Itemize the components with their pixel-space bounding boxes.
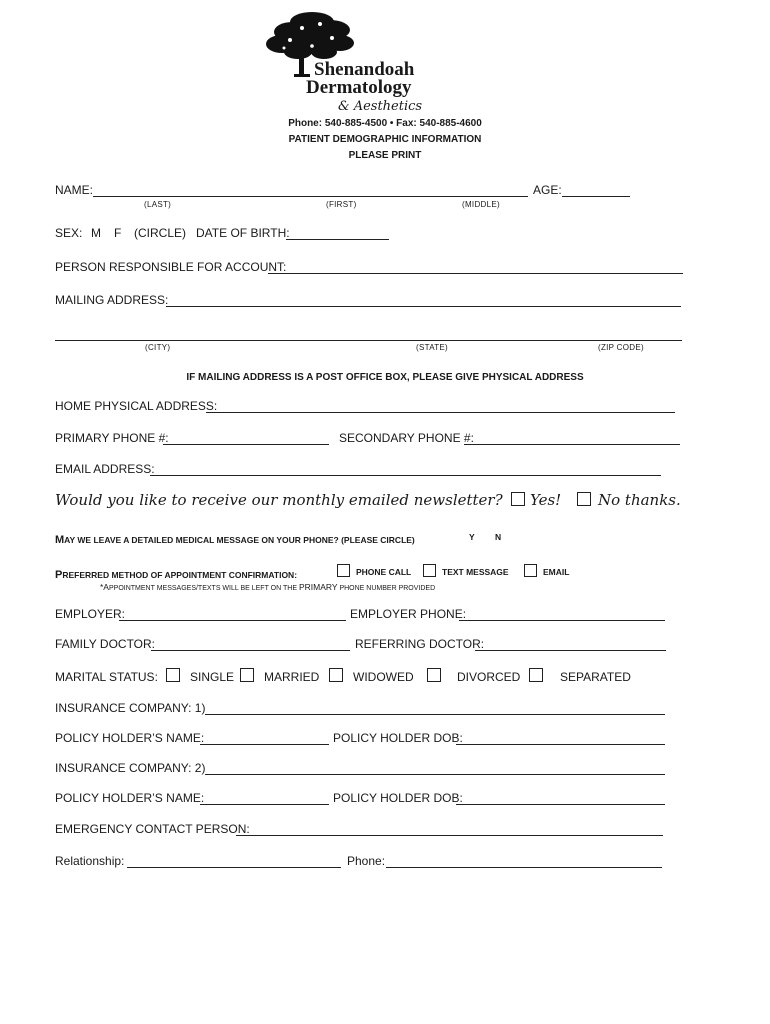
state-sub: (STATE) xyxy=(416,343,449,352)
home-physical-field[interactable] xyxy=(206,412,675,413)
marital-label: MARITAL STATUS: xyxy=(55,670,158,684)
primary-phone-field[interactable] xyxy=(163,444,329,445)
policy1-dob-label: POLICY HOLDER DOB: xyxy=(333,731,463,745)
medical-message-text: AY WE LEAVE A DETAILED MEDICAL MESSAGE ON YOUR PHONE? (PLEASE CIRCLE) xyxy=(64,535,415,545)
home-physical-label: HOME PHYSICAL ADDRESS: xyxy=(55,399,218,413)
referring-doctor-field[interactable] xyxy=(475,650,666,651)
policy1-dob-field[interactable] xyxy=(456,744,665,745)
confirmation-initial: P xyxy=(55,569,63,581)
confirm-text-label: TEXT MESSAGE xyxy=(442,567,509,577)
confirm-email-label: EMAIL xyxy=(543,567,570,577)
newsletter-no-label: No thanks. xyxy=(598,491,681,509)
family-doctor-label: FAMILY DOCTOR: xyxy=(55,637,156,651)
newsletter-yes-checkbox[interactable] xyxy=(511,492,525,506)
confirm-phone-checkbox[interactable] xyxy=(337,564,350,577)
form-subtitle: PLEASE PRINT xyxy=(348,150,422,161)
primary-phone-label: PRIMARY PHONE #: xyxy=(55,431,169,445)
secondary-phone-field[interactable] xyxy=(464,444,680,445)
mailing-label: MAILING ADDRESS: xyxy=(55,293,169,307)
policy1-name-label: POLICY HOLDER’S NAME: xyxy=(55,731,205,745)
marital-separated-checkbox[interactable] xyxy=(529,668,543,682)
confirmation-question xyxy=(55,565,297,583)
confirmation-note xyxy=(100,582,435,592)
email-field[interactable] xyxy=(150,475,661,476)
note-initial: *A xyxy=(100,582,109,592)
confirm-phone-label: PHONE CALL xyxy=(356,567,412,577)
marital-widowed-label: WIDOWED xyxy=(353,670,414,684)
policy2-name-field[interactable] xyxy=(200,804,329,805)
practice-logo xyxy=(262,8,452,118)
age-field[interactable] xyxy=(562,196,630,197)
sex-circle-note: (CIRCLE) xyxy=(134,226,187,240)
form-title: PATIENT DEMOGRAPHIC INFORMATION xyxy=(288,134,482,145)
employer-phone-label: EMPLOYER PHONE: xyxy=(350,607,467,621)
medical-message-no[interactable]: N xyxy=(495,532,502,542)
medical-message-question xyxy=(55,530,415,548)
marital-single-label: SINGLE xyxy=(190,670,235,684)
sex-label: SEX: xyxy=(55,226,83,240)
name-sub-first: (FIRST) xyxy=(326,200,357,209)
dob-field[interactable] xyxy=(286,239,389,240)
medical-message-initial: M xyxy=(55,534,65,546)
marital-married-label: MARRIED xyxy=(264,670,320,684)
mailing-field[interactable] xyxy=(166,306,681,307)
sex-option-m[interactable]: M xyxy=(91,226,101,240)
emergency-phone-field[interactable] xyxy=(386,867,662,868)
relationship-field[interactable] xyxy=(127,867,341,868)
note-text-b: PHONE NUMBER PROVIDED xyxy=(337,585,436,592)
policy2-dob-label: POLICY HOLDER DOB: xyxy=(333,791,463,805)
newsletter-no-checkbox[interactable] xyxy=(577,492,591,506)
emergency-contact-field[interactable] xyxy=(236,835,663,836)
marital-divorced-label: DIVORCED xyxy=(457,670,521,684)
responsible-field[interactable] xyxy=(268,273,683,274)
city-sub: (CITY) xyxy=(145,343,171,352)
medical-message-yes[interactable]: Y xyxy=(469,532,475,542)
age-label: AGE: xyxy=(533,183,562,197)
referring-doctor-label: REFERRING DOCTOR: xyxy=(355,637,485,651)
emergency-contact-label: EMERGENCY CONTACT PERSON: xyxy=(55,822,250,836)
name-label: NAME: xyxy=(55,183,94,197)
email-label: EMAIL ADDRESS: xyxy=(55,462,155,476)
note-primary: PRIMARY xyxy=(298,582,338,592)
marital-divorced-checkbox[interactable] xyxy=(427,668,441,682)
name-sub-middle: (MIDDLE) xyxy=(462,200,500,209)
responsible-label: PERSON RESPONSIBLE FOR ACCOUNT: xyxy=(55,260,287,274)
secondary-phone-label: SECONDARY PHONE #: xyxy=(339,431,474,445)
marital-separated-label: SEPARATED xyxy=(560,670,631,684)
employer-label: EMPLOYER: xyxy=(55,607,126,621)
relationship-label: Relationship: xyxy=(55,854,125,868)
confirm-email-checkbox[interactable] xyxy=(524,564,537,577)
zip-sub: (ZIP CODE) xyxy=(598,343,644,352)
sex-option-f[interactable]: F xyxy=(114,226,122,240)
policy2-name-label: POLICY HOLDER’S NAME: xyxy=(55,791,205,805)
insurance2-field[interactable] xyxy=(205,774,665,775)
po-box-note: IF MAILING ADDRESS IS A POST OFFICE BOX, PLEASE GIVE PHYSICAL ADDRESS xyxy=(186,372,584,383)
dob-label: DATE OF BIRTH: xyxy=(196,226,290,240)
marital-married-checkbox[interactable] xyxy=(240,668,254,682)
confirmation-text: REFERRED METHOD OF APPOINTMENT CONFIRMATION: xyxy=(62,570,298,580)
employer-field[interactable] xyxy=(119,620,346,621)
family-doctor-field[interactable] xyxy=(151,650,350,651)
policy2-dob-field[interactable] xyxy=(456,804,665,805)
policy1-name-field[interactable] xyxy=(200,744,329,745)
logo-name-line1: Shenandoah xyxy=(314,59,415,80)
marital-widowed-checkbox[interactable] xyxy=(329,668,343,682)
name-sub-last: (LAST) xyxy=(144,200,172,209)
marital-single-checkbox[interactable] xyxy=(166,668,180,682)
logo-name-line2: Dermatology xyxy=(306,77,412,98)
city-state-zip-field[interactable] xyxy=(55,340,682,341)
name-field[interactable] xyxy=(93,196,528,197)
note-text-a: PPOINTMENT MESSAGES/TEXTS WILL BE LEFT ON THE xyxy=(108,585,299,592)
confirm-text-checkbox[interactable] xyxy=(423,564,436,577)
logo-name-line3: & Aesthetics xyxy=(338,99,423,114)
contact-info: Phone: 540-885-4500 • Fax: 540-885-4600 xyxy=(288,118,482,129)
insurance1-field[interactable] xyxy=(205,714,665,715)
insurance1-label: INSURANCE COMPANY: 1) xyxy=(55,701,206,715)
insurance2-label: INSURANCE COMPANY: 2) xyxy=(55,761,206,775)
employer-phone-field[interactable] xyxy=(459,620,665,621)
emergency-phone-label: Phone: xyxy=(347,854,386,868)
newsletter-question: Would you like to receive our monthly emailed newsletter? xyxy=(55,491,503,509)
newsletter-yes-label: Yes! xyxy=(530,491,562,509)
